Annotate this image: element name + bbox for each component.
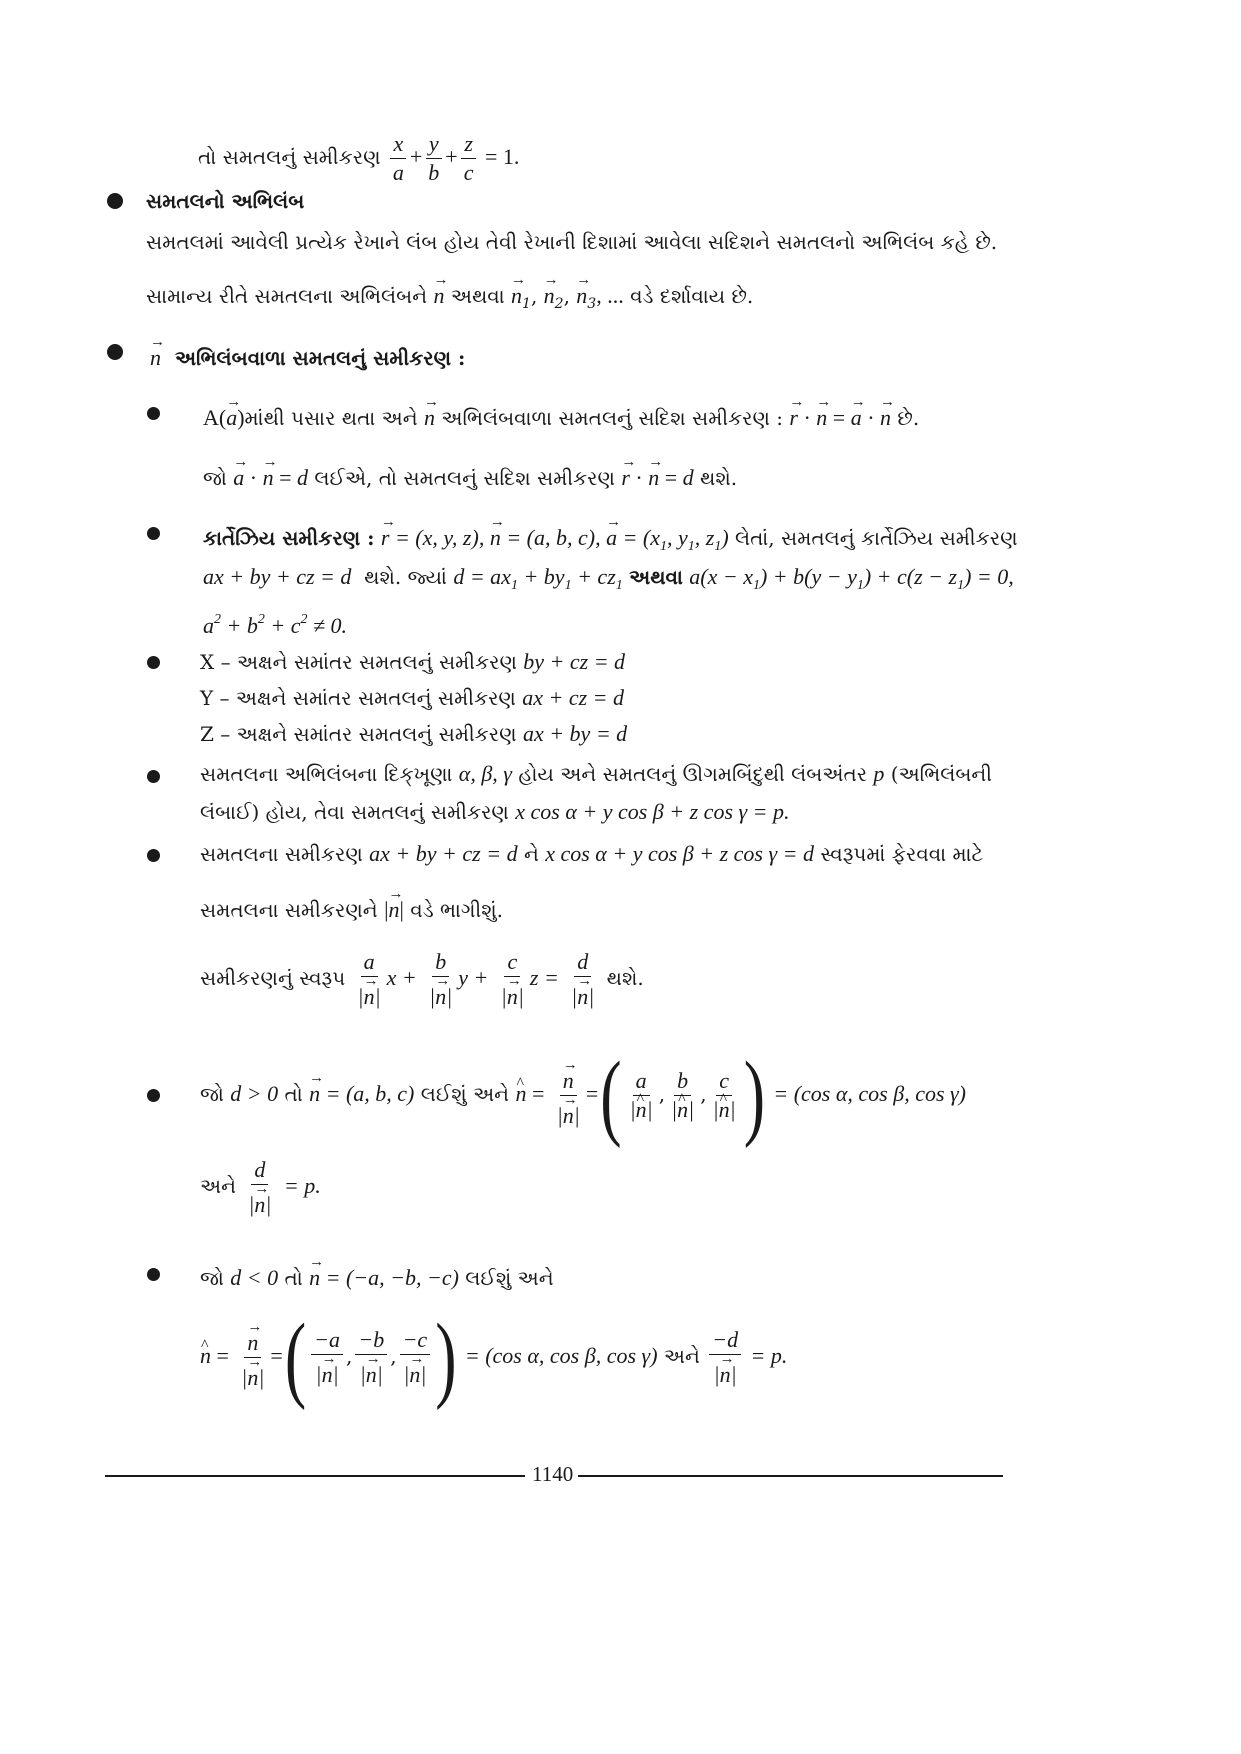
y-axis-parallel: Y – અક્ષને સમાંતર સમતલનું સમીકરણ ax + cz = d <box>200 685 625 710</box>
bullet-icon <box>147 407 160 420</box>
vector-equation-line: A(→ a)માંથી પસાર થતા અને → n અભિલંબવાળા સમતલનું સદિશ સમીકરણ : → r · → n = → a · → n છે. <box>203 398 919 432</box>
convert-line-1: સમતલના સમીકરણ ax + by + cz = d ને x cos α + y cos β + z cos γ = d સ્વરૂપમાં ફેરવવા માટે <box>200 841 984 866</box>
footer-rule-right <box>578 1475 1003 1477</box>
normal-definition: સમતલમાં આવેલી પ્રત્યેક રેખાને લંબ હોય તેવી રેખાની દિશામાં આવેલા સદિશને સમતલનો અભિલંબ કહે છે. <box>146 230 998 254</box>
z-axis-parallel: Z – અક્ષને સમાંતર સમતલનું સમીકરણ ax + by = d <box>200 721 628 746</box>
bullet-icon <box>147 1089 160 1102</box>
bullet-icon <box>147 527 160 540</box>
intercept-form-line: તો સમતલનું સમીકરણ $\frac{x}{a}$ + $\frac{y}{b}$ + $\frac{z}{c}$ = 1. <box>198 131 520 185</box>
convert-form-line: સમીકરણનું સ્વરૂપ $\frac{a}{|\to n|}$ x + $\frac{b}{|\to n|}$ y + $\frac{c}{|\to n|}$ z = $\frac{d}{|\to n|}$ થશે. <box>200 950 644 1009</box>
vector-equation-d-line: જો → a · → n = d લઈએ, તો સમતલનું સદિશ સમીકરણ → r · → n = d થશે. <box>203 458 737 492</box>
normal-form-line-1: સમતલના અભિલંબના દિક્‌ખૂણા α, β, γ હોય અને સમતલનું ઊગમબિંદુથી લંબઅંતર p (અભિલંબની <box>200 761 993 786</box>
normal-heading: સમતલનો અભિલંબ <box>146 189 305 213</box>
footer-rule-left <box>105 1475 525 1477</box>
bullet-icon <box>107 193 123 209</box>
normal-form-line-2: લંબાઈ) હોય, તેવા સમતલનું સમીકરણ x cos α + y cos β + z cos γ = p. <box>200 799 790 824</box>
section-heading: → n અભિલંબવાળા સમતલનું સમીકરણ : <box>150 338 465 372</box>
negative-d-unit-line: ^ n = → $\frac{n}{|\to n|}$ =( $\frac{-a}{|\to n|}$ , $\frac{-b}{|\to n|}$ , $\frac{-c}{|\to n|}$ ) = (cos α, cos β, cos γ) અને $\frac{-d}{|\to n|}$ = p. <box>200 1318 787 1394</box>
cartesian-line-2: ax + by + cz = d થશે. જ્યાં $d = ax_1 + by_1 + cz_1$ અથવા $a(x - x_1) + b(y - y_1) + c(z - z_1) = 0$, <box>203 564 1014 593</box>
bullet-icon <box>107 344 123 360</box>
negative-d-line: જો d < 0 તો → n = (−a, −b, −c) લઈશું અને <box>200 1258 554 1292</box>
bullet-icon <box>147 849 160 862</box>
x-axis-parallel: X – અક્ષને સમાંતર સમતલનું સમીકરણ by + cz = d <box>200 649 626 674</box>
normal-notation: સામાન્ય રીતે સમતલના અભિલંબને → n અથવા → $n_1$, → $n_2$, → $n_3$, ... વડે દર્શાવાય છે. <box>146 276 753 318</box>
bullet-icon <box>147 656 160 669</box>
cartesian-line-1: કાર્તેઝિય સમીકરણ : → r = (x, y, z), → n = (a, b, c), → $a = (x_1$, $y_1$, $z_1$) લેતાં, સમતલનું કાર્તેઝિય સમીકરણ <box>203 518 1018 561</box>
convert-line-2: સમતલના સમીકરણને |→ n| વડે ભાગીશું. <box>200 890 503 924</box>
cartesian-line-3: $a^2 + b^2 + c^2 \ne 0$. <box>203 612 348 638</box>
bullet-icon <box>147 1268 160 1281</box>
positive-d-line: જો d > 0 તો → n = (a, b, c) લઈશું અને ^ n = → $\frac{n}{|\to n|}$ =( $\frac{a}{|\^{} n|}$ , $\frac{b}{|\^{} n|}$ , $\frac{c}{|\^{} n|}$ ) = (cos α, cos β, cos γ) <box>200 1050 966 1132</box>
positive-d-p-line: અને $\frac{d}{|\to n|}$ = p. <box>200 1158 321 1217</box>
page-number: 1140 <box>532 1462 574 1486</box>
bullet-icon <box>147 770 160 783</box>
